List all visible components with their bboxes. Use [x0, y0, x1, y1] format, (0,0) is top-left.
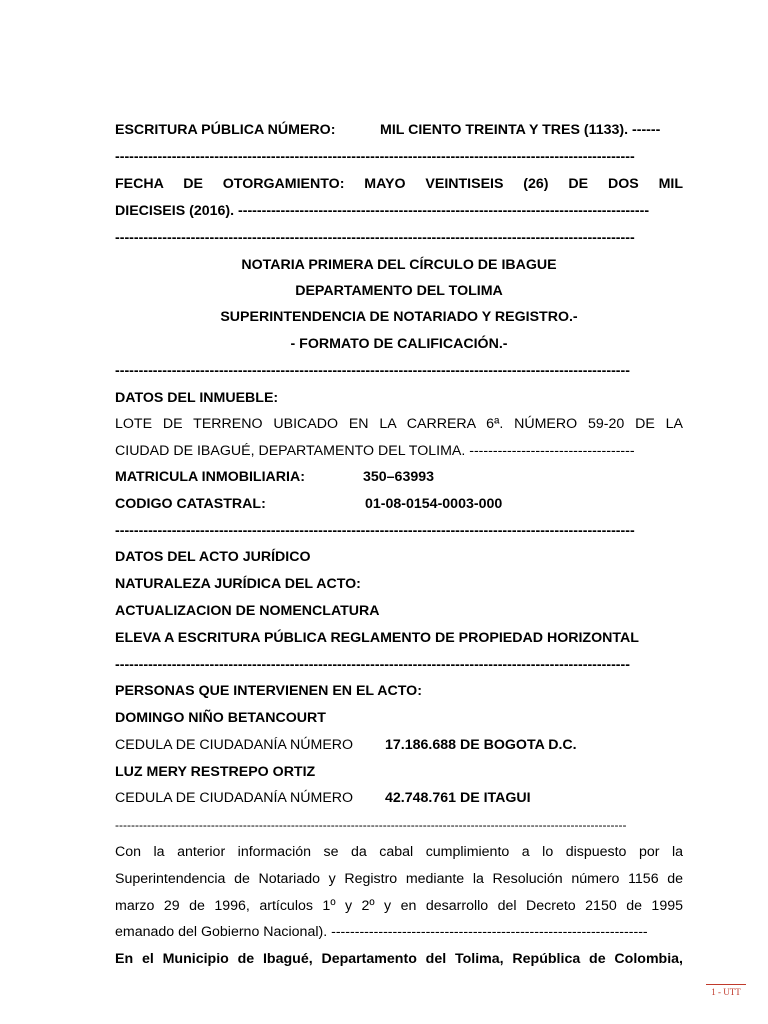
- paragraph-line-2: Superintendencia de Notariado y Registro mediante la Resolución número 1156 de: [115, 871, 683, 887]
- matricula-line: [115, 468, 683, 486]
- cedula-label: CEDULA DE CIUDADANÍA NÚMERO: [115, 737, 354, 753]
- separator: --------------------------------------------------------------------------------------------------------------: [115, 230, 635, 246]
- acto-heading: DATOS DEL ACTO JURÍDICO: [115, 549, 311, 565]
- matricula-value: 350–63993: [363, 469, 435, 485]
- codigo-value: 01-08-0154-0003-000: [365, 496, 503, 512]
- persona-1-name: DOMINGO NIÑO BETANCOURT: [115, 710, 326, 726]
- separator: -------------------------------------------------------------------------------------------------------------: [115, 363, 630, 379]
- persona-1-cedula: [115, 736, 683, 754]
- matricula-label: MATRICULA INMOBILIARIA:: [115, 469, 305, 485]
- separator: --------------------------------------------------------------------------------------------------------------: [115, 149, 635, 165]
- inmueble-heading: DATOS DEL INMUEBLE:: [115, 390, 279, 406]
- persona-2-cedula: [115, 789, 683, 807]
- paragraph-line-3: marzo 29 de 1996, artículos 1º y 2º y en desarrollo del Decreto 2150 de 1995: [115, 898, 683, 914]
- escritura-value: MIL CIENTO TREINTA Y TRES (1133). ------: [380, 122, 661, 138]
- title-formato: - FORMATO DE CALIFICACIÓN.-: [290, 336, 508, 352]
- paragraph-line-1: Con la anterior información se da cabal cumplimiento a lo dispuesto por la: [115, 844, 683, 860]
- separator: --------------------------------------------------------------------------------------------------------------: [115, 523, 635, 539]
- inmueble-desc-line-2: CIUDAD DE IBAGUÉ, DEPARTAMENTO DEL TOLIMA. -----------------------------------: [115, 443, 635, 459]
- personas-heading: PERSONAS QUE INTERVIENEN EN EL ACTO:: [115, 683, 422, 699]
- paragraph-line-5: En el Municipio de Ibagué, Departamento del Tolima, República de Colombia,: [115, 951, 683, 967]
- inmueble-desc-line-1: LOTE DE TERRENO UBICADO EN LA CARRERA 6ª. NÚMERO 59-20 DE LA: [115, 416, 683, 432]
- codigo-line: [115, 495, 683, 513]
- codigo-label: CODIGO CATASTRAL:: [115, 496, 266, 512]
- fecha-line-2: DIECISEIS (2016). ---------------------------------------------------------------------------------------: [115, 203, 650, 219]
- title-departamento: DEPARTAMENTO DEL TOLIMA: [295, 283, 503, 299]
- paragraph-line-4: emanado del Gobierno Nacional). -------------------------------------------------------------------: [115, 924, 648, 940]
- separator: --------------------------------------------------------------------------------------------------------------------------------: [115, 818, 627, 832]
- cedula-value: 17.186.688 DE BOGOTA D.C.: [385, 737, 577, 753]
- fecha-line-1: FECHA DE OTORGAMIENTO: MAYO VEINTISEIS (26) DE DOS MIL: [115, 176, 683, 192]
- title-superintendencia: SUPERINTENDENCIA DE NOTARIADO Y REGISTRO.-: [220, 309, 578, 325]
- escritura-label: ESCRITURA PÚBLICA NÚMERO:: [115, 122, 336, 138]
- page-number: 1 - UTT: [706, 984, 746, 997]
- separator: -------------------------------------------------------------------------------------------------------------: [115, 657, 630, 673]
- acto-eleva: ELEVA A ESCRITURA PÚBLICA REGLAMENTO DE PROPIEDAD HORIZONTAL: [115, 630, 639, 646]
- cedula-label: CEDULA DE CIUDADANÍA NÚMERO: [115, 790, 354, 806]
- cedula-value: 42.748.761 DE ITAGUI: [385, 790, 531, 806]
- escritura-line: [115, 121, 683, 139]
- persona-2-name: LUZ MERY RESTREPO ORTIZ: [115, 764, 316, 780]
- acto-naturaleza: NATURALEZA JURÍDICA DEL ACTO:: [115, 576, 361, 592]
- acto-actualizacion: ACTUALIZACION DE NOMENCLATURA: [115, 603, 380, 619]
- title-notaria: NOTARIA PRIMERA DEL CÍRCULO DE IBAGUE: [241, 257, 557, 273]
